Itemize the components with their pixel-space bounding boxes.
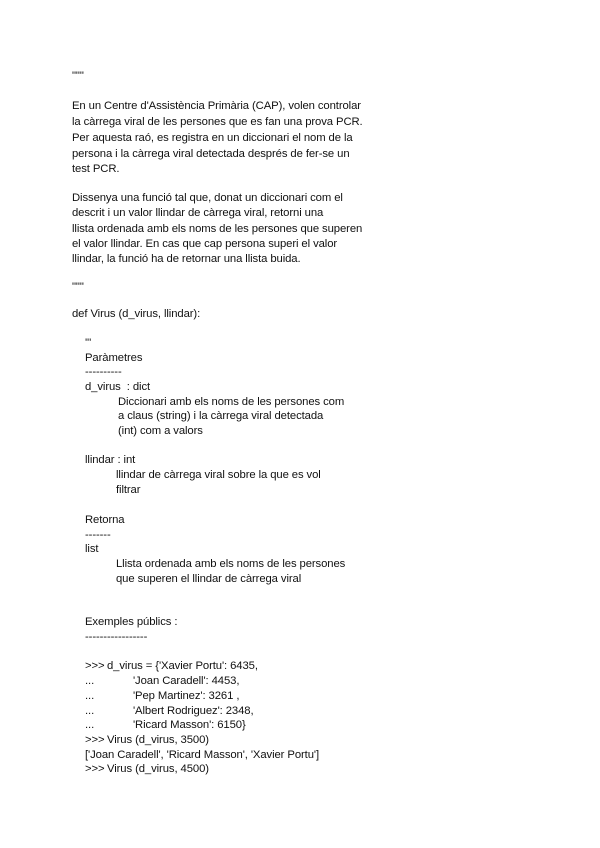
example-prefix: >>> <box>85 734 105 746</box>
task-line: Dissenya una funció tal que, donat un diccionari com el <box>72 192 343 204</box>
returns-desc-line: Llista ordenada amb els noms de les persones <box>116 558 346 570</box>
function-definition: def Virus (d_virus, llindar): <box>72 308 201 320</box>
example-code: Virus (d_virus, 4500) <box>107 763 209 775</box>
params-underline: ---------- <box>85 366 122 378</box>
param-desc-line: llindar de càrrega viral sobre la que es vol <box>116 469 321 481</box>
example-prefix: ... <box>85 719 95 731</box>
intro-line: persona i la càrrega viral detectada després de fer-se un <box>72 148 350 160</box>
example-prefix: ... <box>85 690 95 702</box>
example-code: 'Ricard Masson': 6150} <box>133 719 246 731</box>
intro-line: Per aquesta raó, es registra en un diccionari el nom de la <box>72 132 353 144</box>
example-prefix: ... <box>85 675 95 687</box>
examples-heading: Exemples públics : <box>85 616 178 628</box>
params-heading: Paràmetres <box>85 352 143 364</box>
returns-desc-line: que superen el llindar de càrrega viral <box>116 573 302 585</box>
task-line: llista ordenada amb els noms de les persones que superen <box>72 223 363 235</box>
docstring-close-quotes: """ <box>72 281 84 293</box>
param-desc-line: (int) com a valors <box>118 425 203 437</box>
example-code: ['Joan Caradell', 'Ricard Masson', 'Xavier Portu'] <box>85 749 319 761</box>
example-code: Virus (d_virus, 3500) <box>107 734 209 746</box>
param-desc-line: filtrar <box>116 484 141 496</box>
task-line: el valor llindar. En cas que cap persona superi el valor <box>72 238 338 250</box>
param-d-virus: d_virus : dict <box>85 381 151 393</box>
docstring-open-quotes: """ <box>72 70 84 82</box>
returns-heading: Retorna <box>85 514 125 526</box>
example-prefix: >>> <box>85 763 105 775</box>
example-code: 'Pep Martinez': 3261 , <box>133 690 240 702</box>
task-line: llindar, la funció ha de retornar una llista buida. <box>72 253 301 265</box>
example-prefix: >>> <box>85 660 105 672</box>
intro-line: la càrrega viral de les persones que es fan una prova PCR. <box>72 116 363 128</box>
example-code: 'Albert Rodriguez': 2348, <box>133 705 254 717</box>
inner-docstring-quotes: ''' <box>85 337 92 349</box>
intro-line: test PCR. <box>72 163 120 175</box>
returns-type: list <box>85 543 99 555</box>
param-desc-line: a claus (string) i la càrrega viral detectada <box>118 410 324 422</box>
param-desc-line: Diccionari amb els noms de les persones com <box>118 396 345 408</box>
example-code: d_virus = {'Xavier Portu': 6435, <box>107 660 258 672</box>
task-line: descrit i un valor llindar de càrrega viral, retorni una <box>72 207 324 219</box>
example-prefix: ... <box>85 705 95 717</box>
intro-line: En un Centre d'Assistència Primària (CAP), volen controlar <box>72 100 361 112</box>
returns-underline: ------- <box>85 529 111 541</box>
examples-underline: ----------------- <box>85 631 148 643</box>
example-code: 'Joan Caradell': 4453, <box>133 675 240 687</box>
param-llindar: llindar : int <box>85 454 136 466</box>
